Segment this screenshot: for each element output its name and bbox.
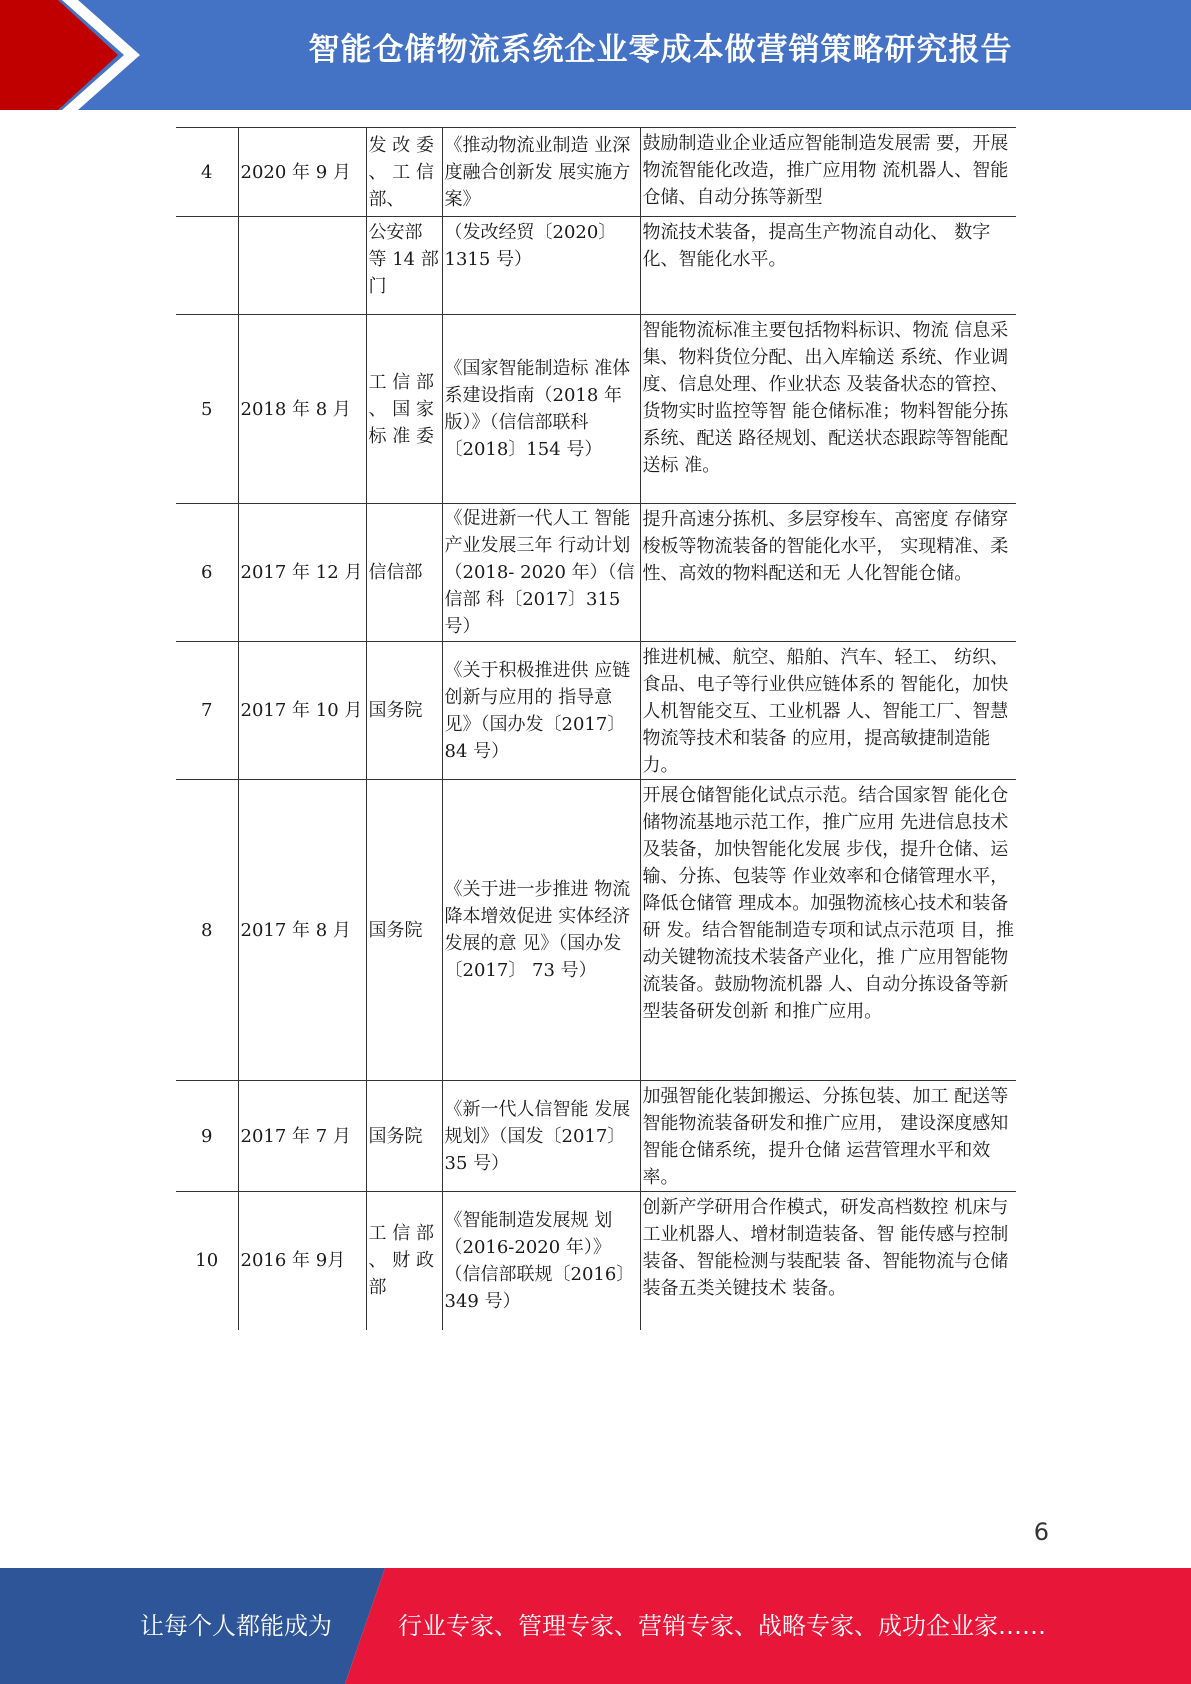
row-number: 8 <box>176 780 238 1081</box>
row-document: 《国家智能制造标 准体系建设指南（2018 年版）》（信信部联科〔2018〕154 号） <box>442 315 640 504</box>
row-date: 2017 年 10 月 <box>238 642 366 780</box>
footer-slogan-left: 让每个人都能成为 <box>140 1612 332 1640</box>
row-number: 7 <box>176 642 238 780</box>
row-detail: 推进机械、航空、船舶、汽车、轻工、 纺织、食品、电子等行业供应链体系的 智能化，加快人机智能交互、工业机器 人、智能工厂、智慧物流等技术和装备 的应用，提高敏捷制造能力。 <box>640 642 1016 780</box>
row-document: 《关于积极推进供 应链创新与应用的 指导意见》（国办发〔2017〕84 号） <box>442 642 640 780</box>
row-detail: 鼓励制造业企业适应智能制造发展需 要，开展物流智能化改造，推广应用物 流机器人、智能仓储、自动分拣等新型 <box>640 128 1016 217</box>
page-title: 智能仓储物流系统企业零成本做营销策略研究报告 <box>308 32 1013 68</box>
row-detail: 开展仓储智能化试点示范。结合国家智 能化仓储物流基地示范工作，推广应用 先进信息技术及装备，加快智能化发展 步伐，提升仓储、运输、分拣、包装等 作业效率和仓储管理水平，降低仓储管 理成本。加强物流核心技术和装备研 发。结合智能制造专项和试点示范项 目，推动关键物流技术装备产业化，推 广应用智能物流装备。鼓励物流机器 人、自动分拣设备等新型装备研发创新 和推广应用。 <box>640 780 1016 1081</box>
header-banner <box>0 0 1191 110</box>
row-document: 《智能制造发展规 划 （2016-2020 年）》（信信部联规〔2016〕 349 号） <box>442 1192 640 1330</box>
row-department: 发 改 委 、 工 信部、 <box>366 128 442 217</box>
header-arrow-decoration <box>0 0 150 110</box>
row-date: 2017 年 8 月 <box>238 780 366 1081</box>
row-department: 国务院 <box>366 1081 442 1192</box>
row-number: 9 <box>176 1081 238 1192</box>
row-document: 《关于进一步推进 物流降本增效促进 实体经济发展的意 见》（国办发〔2017〕 73 号） <box>442 780 640 1081</box>
row-date: 2017 年 7 月 <box>238 1081 366 1192</box>
table-row <box>176 217 1016 315</box>
row-document: 《促进新一代人工 智能产业发展三年 行动计划（2018- 2020 年）（信信部 科〔2017〕315 号） <box>442 504 640 642</box>
table-row <box>176 1081 1016 1192</box>
footer-slogan-right: 行业专家、管理专家、营销专家、战略专家、成功企业家…… <box>398 1612 1046 1640</box>
table-row <box>176 504 1016 642</box>
row-department: 工 信 部 、 财 政部 <box>366 1192 442 1330</box>
row-department: 国务院 <box>366 780 442 1081</box>
row-date: 2018 年 8 月 <box>238 315 366 504</box>
row-document: （发改经贸〔2020〕1315 号） <box>442 217 640 315</box>
row-department: 信信部 <box>366 504 442 642</box>
row-department: 国务院 <box>366 642 442 780</box>
policy-table <box>176 127 1016 1330</box>
page-number: 6 <box>1033 1518 1049 1546</box>
row-department: 公安部等 14 部门 <box>366 217 442 315</box>
row-date <box>238 217 366 315</box>
row-number: 4 <box>176 128 238 217</box>
table-row <box>176 642 1016 780</box>
table-row <box>176 780 1016 1081</box>
row-date: 2017 年 12 月 <box>238 504 366 642</box>
row-detail: 智能物流标准主要包括物料标识、物流 信息采集、物料货位分配、出入库输送 系统、作业调度、信息处理、作业状态 及装备状态的管控、货物实时监控等智 能仓储标准；物料智能分拣系统、配送 路径规划、配送状态跟踪等智能配送标 准。 <box>640 315 1016 504</box>
row-date: 2016 年 9月 <box>238 1192 366 1330</box>
row-number <box>176 217 238 315</box>
row-detail: 创新产学研用合作模式，研发高档数控 机床与工业机器人、增材制造装备、智 能传感与控制装备、智能检测与装配装 备、智能物流与仓储装备五类关键技术 装备。 <box>640 1192 1016 1330</box>
row-document: 《新一代人信智能 发展规划》（国发〔2017〕 35 号） <box>442 1081 640 1192</box>
row-document: 《推动物流业制造 业深度融合创新发 展实施方案》 <box>442 128 640 217</box>
row-department: 工 信 部 、 国 家 标 准 委 <box>366 315 442 504</box>
table-row <box>176 315 1016 504</box>
row-number: 5 <box>176 315 238 504</box>
table-row <box>176 1192 1016 1330</box>
row-detail: 加强智能化装卸搬运、分拣包装、加工 配送等智能物流装备研发和推广应用， 建设深度感知智能仓储系统，提升仓储 运营管理水平和效率。 <box>640 1081 1016 1192</box>
footer-banner <box>0 1568 1191 1684</box>
row-number: 10 <box>176 1192 238 1330</box>
table-row <box>176 128 1016 217</box>
row-detail: 物流技术装备，提高生产物流自动化、 数字化、智能化水平。 <box>640 217 1016 315</box>
row-number: 6 <box>176 504 238 642</box>
row-date: 2020 年 9 月 <box>238 128 366 217</box>
row-detail: 提升高速分拣机、多层穿梭车、高密度 存储穿梭板等物流装备的智能化水平， 实现精准、柔性、高效的物料配送和无 人化智能仓储。 <box>640 504 1016 642</box>
